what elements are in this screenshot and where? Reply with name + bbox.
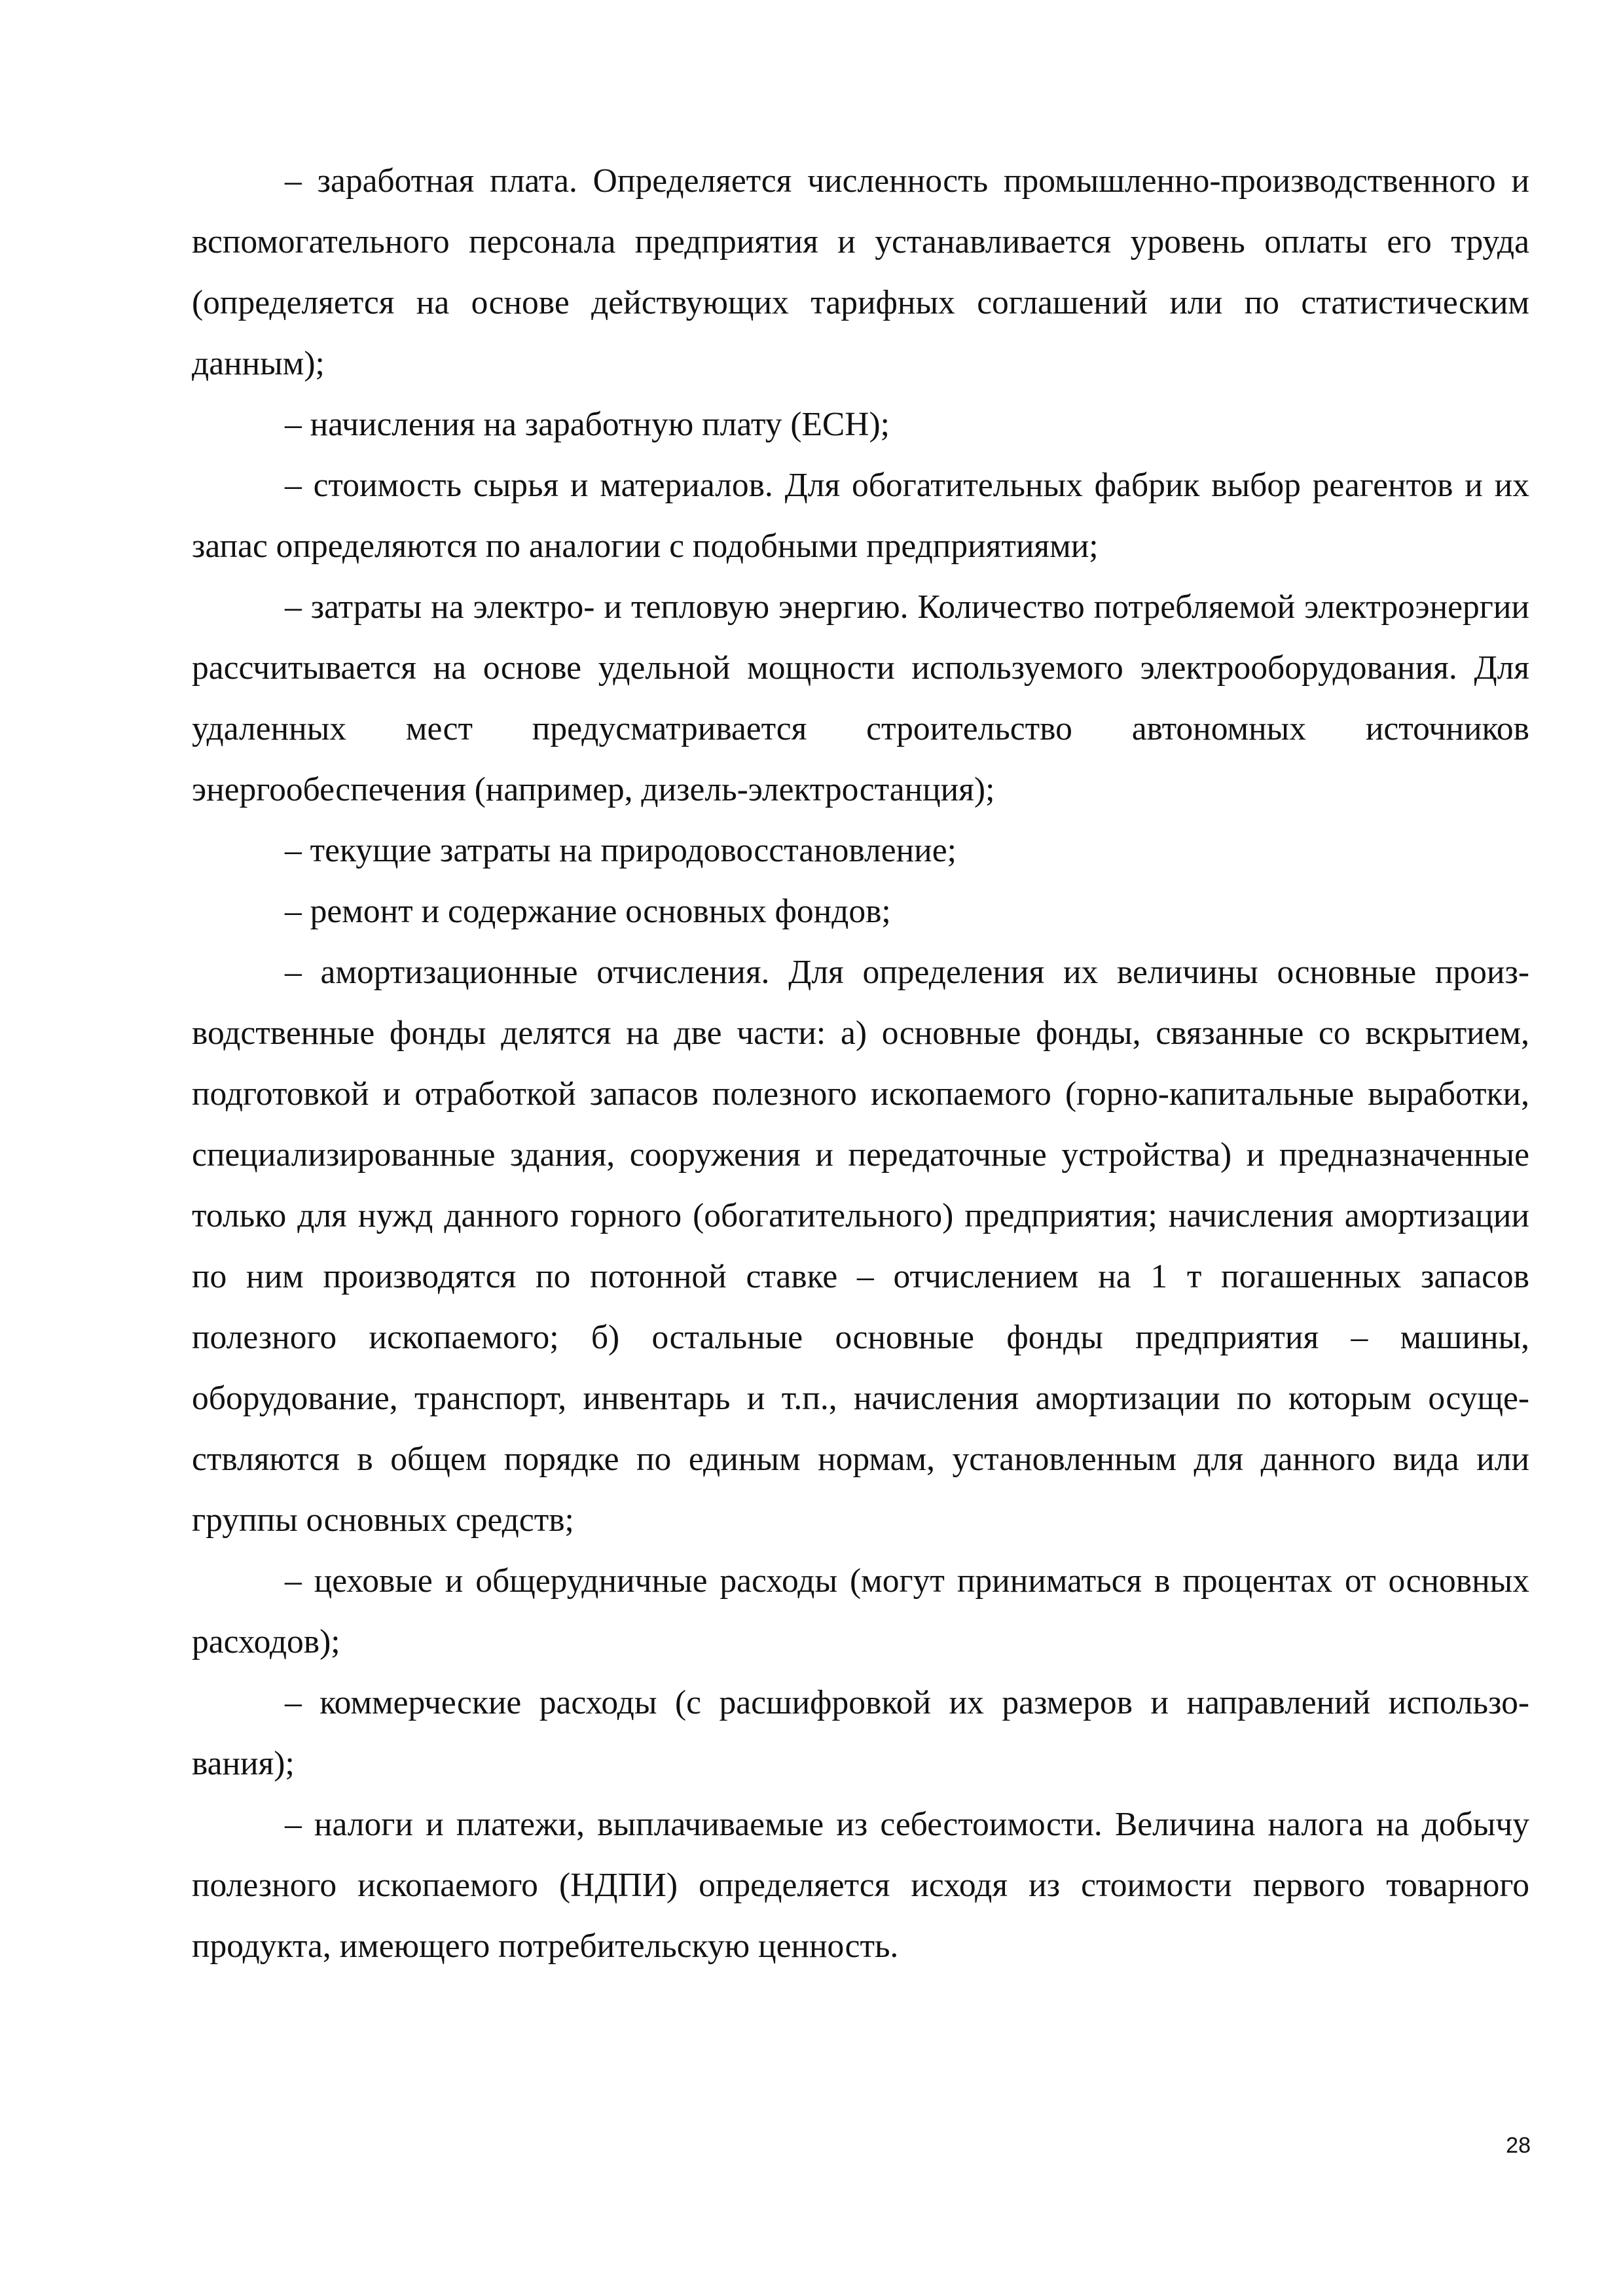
paragraph-energy-costs: – затраты на электро- и тепловую энергию. Количество потребляемой электроэнергии рассчитывается на основе удельной мощности используемого электрооборудования. Для удаленных мест предусматривается строительство автономных источников энергообеспечения (например, дизель-электростанция); xyxy=(192,588,1529,808)
paragraph-raw-materials: – стоимость сырья и материалов. Для обогатительных фабрик выбор реагентов и их запас определяются по аналогии с подобными предприятиями; xyxy=(192,467,1529,565)
paragraph-overhead: – цеховые и общерудничные расходы (могут приниматься в процентах от основных расходов); xyxy=(192,1562,1529,1660)
page-number: 28 xyxy=(1506,2133,1531,2158)
body-text xyxy=(192,151,1529,1977)
paragraph-taxes: – налоги и платежи, выплачиваемые из себестоимости. Величина налога на добычу полезного ископаемого (НДПИ) определяется исходя из стоимости первого товарного продукта, имеющего потребительскую ценность. xyxy=(192,1806,1529,1965)
paragraph-salary: – заработная плата. Определяется численность промышленно-производственного и вспомогательного персонала предприятия и устанавливается уровень оплаты его труда (определяется на основе действующих тарифных соглашений или по статистическим данным); xyxy=(192,162,1529,382)
paragraph-commercial-expenses: – коммерческие расходы (с расшифровкой их размеров и направлений использования); xyxy=(192,1684,1529,1782)
paragraph-maintenance: – ремонт и содержание основных фондов; xyxy=(285,893,891,930)
paragraph-depreciation: – амортизационные отчисления. Для определения их величины основные производственные фонды делятся на две части: а) основные фонды, связанные со вскрытием, подготовкой и отработкой запасов полезного ископаемого (горно-капитальные выработки, специализированные здания, сооружения и передаточные устройства) и предназначенные только для нужд данного горного (обогатительного) предприятия; начисления амортизации по ним производятся по потонной ставке – отчислением на 1 т погашенных запасов полезного ископаемого; б) остальные основные фонды предприятия – машины, оборудование, транспорт, инвентарь и т.п., начисления амортизации по которым осуществляются в общем порядке по единым нормам, установленным для данного вида или группы основных средств; xyxy=(192,954,1529,1539)
paragraph-restoration-costs: – текущие затраты на природовосстановление; xyxy=(285,832,957,869)
paragraph-payroll-charges: – начисления на заработную плату (ЕСН); xyxy=(285,406,890,443)
